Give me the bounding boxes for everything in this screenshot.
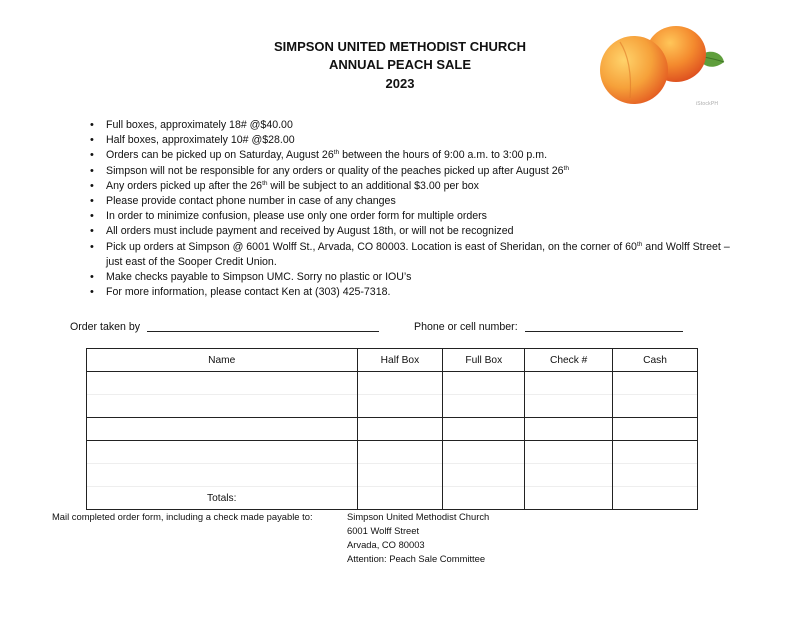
bullet-contact-phone: • Please provide contact phone number in case of any changes bbox=[88, 194, 748, 209]
church-name-heading: SIMPSON UNITED METHODIST CHURCH bbox=[273, 39, 527, 54]
peach-image bbox=[590, 18, 726, 110]
column-header-full-box: Full Box bbox=[443, 349, 525, 372]
cash-total-cell[interactable] bbox=[613, 487, 698, 510]
year-heading: 2023 bbox=[385, 76, 415, 91]
name-cell[interactable] bbox=[87, 464, 358, 487]
check-cell[interactable] bbox=[525, 441, 613, 464]
full-box-cell[interactable] bbox=[443, 418, 525, 441]
bullet-one-form: • In order to minimize confusion, please use only one order form for multiple orders bbox=[88, 209, 748, 224]
full-box-cell[interactable] bbox=[443, 464, 525, 487]
half-box-cell[interactable] bbox=[357, 441, 443, 464]
name-cell[interactable] bbox=[87, 372, 358, 395]
bullet-half-boxes: • Half boxes, approximately 10# @$28.00 bbox=[88, 133, 748, 148]
mail-instruction: Mail completed order form, including a check made payable to: bbox=[52, 511, 313, 522]
column-header-name: Name bbox=[87, 349, 358, 372]
address-line-attention: Attention: Peach Sale Committee bbox=[347, 553, 486, 564]
table-row bbox=[87, 441, 698, 464]
bullet-pickup-location: • Pick up orders at Simpson @ 6001 Wolff St., Arvada, CO 80003. Location is east of Sheridan, on the corner of 60th and Wolff Street – just east of the Sooper Credit Union. bbox=[88, 240, 748, 270]
column-header-half-box: Half Box bbox=[357, 349, 443, 372]
check-total-cell[interactable] bbox=[525, 487, 613, 510]
phone-field[interactable] bbox=[525, 320, 683, 332]
half-box-cell[interactable] bbox=[357, 372, 443, 395]
info-bullet-list bbox=[88, 118, 748, 300]
order-taken-label: Order taken by bbox=[70, 321, 141, 333]
sale-title-heading: ANNUAL PEACH SALE bbox=[328, 57, 472, 72]
check-cell[interactable] bbox=[525, 464, 613, 487]
table-row bbox=[87, 418, 698, 441]
phone-row bbox=[414, 320, 683, 333]
check-cell[interactable] bbox=[525, 372, 613, 395]
full-box-cell[interactable] bbox=[443, 372, 525, 395]
cash-cell[interactable] bbox=[613, 464, 698, 487]
bullet-responsibility: • Simpson will not be responsible for any orders or quality of the peaches picked up after August 26th bbox=[88, 164, 748, 179]
address-line-street: 6001 Wolff Street bbox=[347, 525, 420, 536]
table-row bbox=[87, 464, 698, 487]
totals-row bbox=[87, 487, 698, 510]
phone-label: Phone or cell number: bbox=[414, 321, 518, 333]
bullet-more-info: • For more information, please contact Ken at (303) 425-7318. bbox=[88, 285, 748, 300]
image-watermark: iStockPH bbox=[696, 101, 719, 107]
full-box-cell[interactable] bbox=[443, 441, 525, 464]
order-taken-row bbox=[70, 320, 379, 333]
bullet-checks-payable: • Make checks payable to Simpson UMC. Sorry no plastic or IOU’s bbox=[88, 270, 748, 285]
table-row bbox=[87, 395, 698, 418]
order-table bbox=[86, 348, 698, 510]
column-header-cash: Cash bbox=[613, 349, 698, 372]
table-header-row bbox=[87, 349, 698, 372]
cash-cell[interactable] bbox=[613, 441, 698, 464]
half-box-total-cell[interactable] bbox=[357, 487, 443, 510]
full-box-cell[interactable] bbox=[443, 395, 525, 418]
address-line-church: Simpson United Methodist Church bbox=[347, 511, 490, 522]
bullet-payment-deadline: • All orders must include payment and received by August 18th, or will not be recognized bbox=[88, 224, 748, 239]
half-box-cell[interactable] bbox=[357, 418, 443, 441]
half-box-cell[interactable] bbox=[357, 464, 443, 487]
name-cell[interactable] bbox=[87, 441, 358, 464]
half-box-cell[interactable] bbox=[357, 395, 443, 418]
bullet-full-boxes: • Full boxes, approximately 18# @$40.00 bbox=[88, 118, 748, 133]
cash-cell[interactable] bbox=[613, 395, 698, 418]
check-cell[interactable] bbox=[525, 395, 613, 418]
mailing-address bbox=[347, 510, 489, 566]
name-cell[interactable] bbox=[87, 395, 358, 418]
name-cell[interactable] bbox=[87, 418, 358, 441]
bullet-pickup-date: • Orders can be picked up on Saturday, August 26th between the hours of 9:00 a.m. to 3:00 p.m. bbox=[88, 148, 748, 163]
address-line-city: Arvada, CO 80003 bbox=[347, 539, 425, 550]
order-taken-field[interactable] bbox=[147, 320, 379, 332]
column-header-check: Check # bbox=[525, 349, 613, 372]
table-row bbox=[87, 372, 698, 395]
bullet-late-fee: • Any orders picked up after the 26th will be subject to an additional $3.00 per box bbox=[88, 179, 748, 194]
totals-label: Totals: bbox=[87, 487, 358, 510]
cash-cell[interactable] bbox=[613, 418, 698, 441]
full-box-total-cell[interactable] bbox=[443, 487, 525, 510]
cash-cell[interactable] bbox=[613, 372, 698, 395]
check-cell[interactable] bbox=[525, 418, 613, 441]
